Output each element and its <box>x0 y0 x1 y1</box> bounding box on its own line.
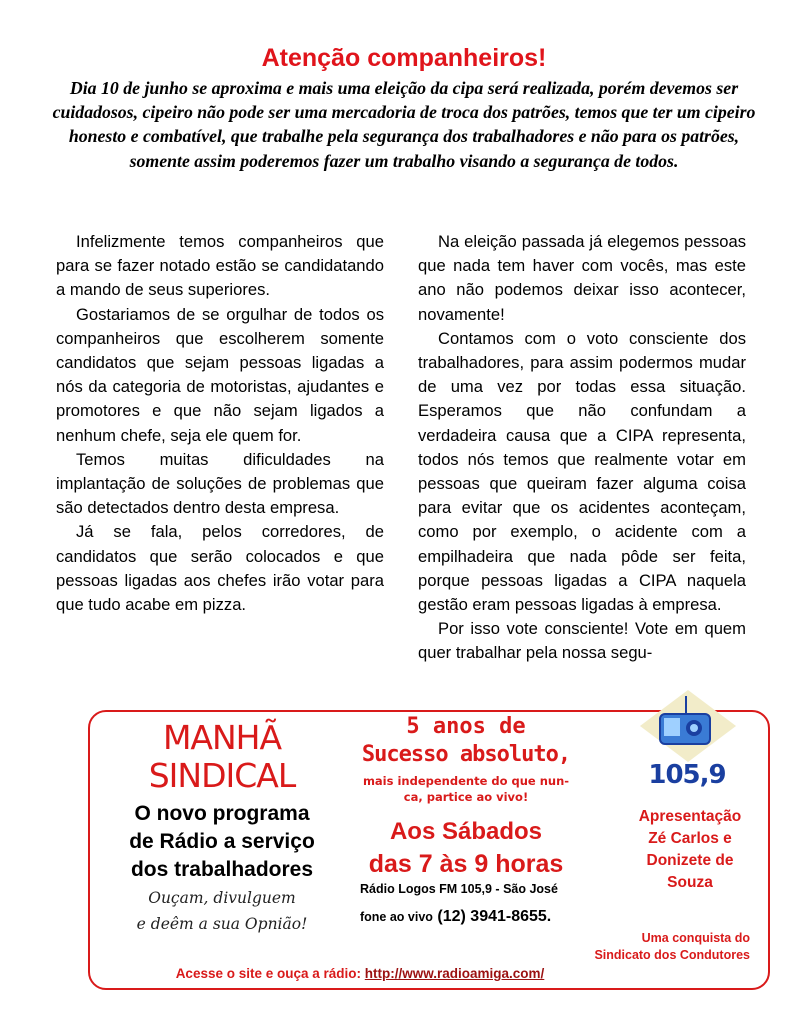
phone-label: fone ao vivo <box>360 910 433 924</box>
presenters-line4: Souza <box>667 874 713 891</box>
presenters-line2: Zé Carlos e <box>648 830 732 847</box>
left-column <box>56 230 384 617</box>
show-subtitle-line1: O novo programa <box>134 802 310 825</box>
schedule-line1: Aos Sábados <box>389 818 543 845</box>
paragraph: Temos muitas dificuldades na implantação de soluções de problemas que são detectados dentro desta empresa. <box>56 449 384 518</box>
conquest-line2: Sindicato dos Condutores <box>594 948 750 962</box>
paragraph: Infelizmente temos companheiros que para se fazer notado estão se candidatando a mando de seus superiores. <box>56 232 384 300</box>
call-line2: e deêm a sua Opnião! <box>136 915 308 933</box>
presenters-line1: Apresentação <box>638 808 742 825</box>
phone-line <box>360 908 551 926</box>
years-note-line1: mais independente do que nun- <box>362 774 570 788</box>
schedule-line2: das 7 às 9 horas <box>368 850 564 878</box>
show-title-line2: SINDICAL <box>148 756 296 795</box>
site-line <box>120 966 600 981</box>
conquest-line1: Uma conquista do <box>641 931 750 945</box>
radio-ad-box <box>88 710 770 990</box>
station-name: Rádio Logos FM 105,9 - São José <box>360 882 558 896</box>
right-column <box>418 230 746 666</box>
conquest-note <box>520 930 750 964</box>
radio-icon <box>640 690 736 762</box>
show-title-line1: MANHÃ <box>162 718 282 757</box>
site-label: Acesse o site e ouça a rádio: <box>175 966 362 981</box>
show-subtitle-line2: de Rádio a serviço <box>129 830 315 853</box>
call-line1: Ouçam, divulguem <box>148 889 296 907</box>
paragraph: Por isso vote consciente! Vote em quem quer trabalhar pela nossa segu- <box>418 619 746 663</box>
years-line2: Sucesso absoluto, <box>361 742 571 767</box>
years-line1: 5 anos de <box>406 714 526 739</box>
presenters-line3: Donizete de <box>646 852 734 869</box>
years-note-line2: ca, partice ao vivo! <box>403 790 529 804</box>
headline: Atenção companheiros! <box>261 44 547 72</box>
paragraph: Contamos com o voto consciente dos trabalhadores, para assim podermos mudar de uma vez por todas essa situação. Esperamos que não confundam a verdadeira causa que a CIPA representa, todos nós temos que realmente votar em pessoas que queiram fazer alguma coisa para evitar que os acidentes aconteçam, como por exemplo, o acidente com a empilhadeira que nada pôde ser feita, porque pessoas ligadas a CIPA naquela gestão eram pessoas ligadas à empresa. <box>418 328 746 615</box>
paragraph: Na eleição passada já elegemos pessoas que nada tem haver com vocês, mas este ano não podemos deixar isso acontecer, novamente! <box>418 232 746 324</box>
paragraph: Gostariamos de se orgulhar de todos os companheiros que escolherem somente candidatos que sejam pessoas ligadas a nós da categoria de motoristas, ajudantes e promotores e que não sejam ligados a nenhum chefe, seja ele quem for. <box>56 304 384 445</box>
frequency-label: 105,9 <box>648 760 726 790</box>
intro-paragraph: Dia 10 de junho se aproxima e mais uma eleição da cipa será realizada, porém devemos ser cuidadosos, cipeiro não pode ser uma mercadoria de troca dos patrões, temos que ter um cipeiro honesto e combatível, que trabalhe pela segurança dos trabalhadores e não para os patrões, somente assim poderemos fazer um trabalho visando a segurança de todos. <box>52 78 756 171</box>
show-subtitle-line3: dos trabalhadores <box>130 858 314 881</box>
paragraph: Já se fala, pelos corredores, de candidatos que serão colocados e que pessoas ligadas aos chefes irão votar para que tudo acabe em pizza. <box>56 522 384 615</box>
phone-number: (12) 3941-8655. <box>437 908 552 925</box>
site-link[interactable]: http://www.radioamiga.com/ <box>364 966 545 981</box>
